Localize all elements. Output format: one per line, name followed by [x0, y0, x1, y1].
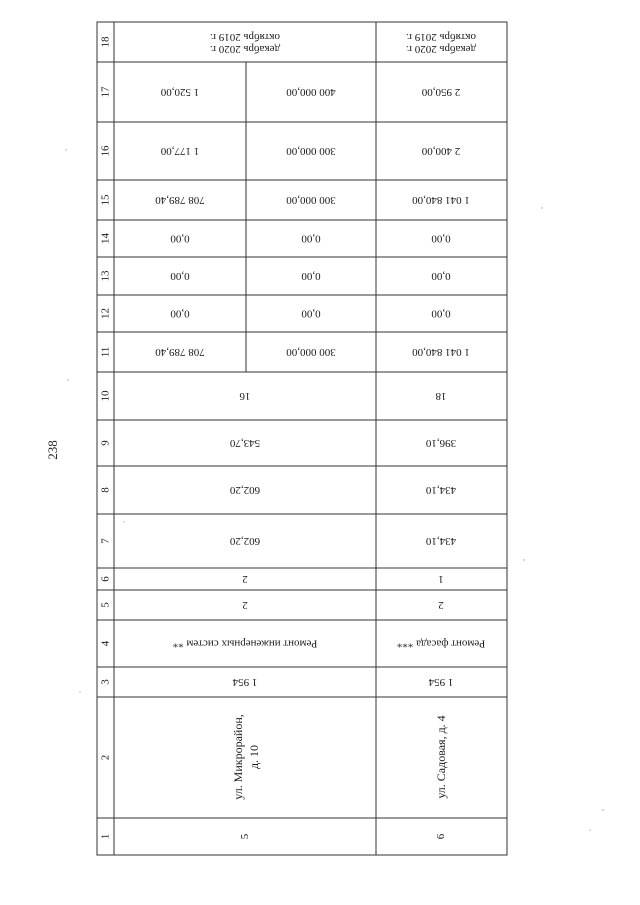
cell-c13: 0,00	[301, 270, 321, 282]
col-num-11: 11	[99, 346, 112, 358]
scan-specks	[65, 149, 603, 830]
period-end: декабрь 2020 г.	[405, 43, 477, 55]
col-num-18: 18	[99, 36, 112, 48]
cell-c6: 1	[438, 573, 444, 585]
cell-address-line1: ул. Микрорайон,	[231, 714, 245, 800]
cell-c17: 400 000,00	[286, 86, 336, 98]
col-num-13: 13	[99, 270, 112, 282]
col-num-8: 8	[99, 487, 112, 493]
col-num-16: 16	[99, 145, 112, 157]
cell-work-type: Ремонт инженерных систем **	[172, 637, 318, 650]
cell-c16: 300 000,00	[286, 145, 336, 157]
cell-year: 1 954	[428, 676, 454, 688]
col-num-4: 4	[99, 640, 112, 647]
cell-c8: 434,10	[425, 484, 457, 496]
cell-c16: 1 177,00	[160, 145, 200, 157]
cell-c5: 2	[242, 599, 248, 611]
col-num-1: 1	[99, 833, 112, 840]
period-start: октябрь 2019 г.	[209, 31, 281, 43]
col-num-12: 12	[99, 308, 112, 319]
row-5-subrow-b	[286, 86, 336, 358]
cell-c10: 18	[435, 390, 447, 402]
cell-c13: 0,00	[170, 270, 190, 282]
page-number: 238	[45, 440, 60, 460]
col-num-10: 10	[99, 390, 112, 402]
col-num-6: 6	[99, 576, 112, 582]
column-number-headers	[100, 36, 112, 839]
cell-c15: 708 789,40	[155, 194, 205, 206]
cell-address-line2: д. 10	[247, 744, 261, 770]
cell-c6: 2	[242, 573, 248, 585]
cell-c17: 2 950,00	[421, 86, 461, 98]
row-5-subrow-a	[155, 86, 205, 358]
col-num-17: 17	[99, 86, 112, 98]
cell-c14: 0,00	[170, 232, 190, 245]
period-end: декабрь 2020 г.	[209, 43, 281, 55]
cell-c12: 0,00	[431, 307, 451, 320]
cell-c10: 16	[239, 390, 251, 402]
cell-c15: 300 000,00	[286, 194, 336, 206]
cell-c9: 396,10	[425, 437, 457, 449]
cell-c16: 2 400,00	[421, 145, 461, 157]
table-row-5	[155, 31, 336, 839]
cell-c17: 1 520,00	[160, 86, 200, 98]
cell-c13: 0,00	[431, 270, 451, 282]
cell-row-number: 5	[239, 833, 251, 840]
cell-c9: 543,70	[229, 437, 261, 449]
cell-c7: 434,10	[425, 535, 457, 547]
col-num-7: 7	[99, 538, 112, 544]
cell-c14: 0,00	[301, 232, 321, 245]
col-num-9: 9	[99, 440, 112, 446]
cell-c12: 0,00	[170, 307, 190, 320]
cell-c7: 602,20	[229, 535, 261, 547]
col-num-15: 15	[99, 194, 112, 206]
cell-row-number: 6	[435, 833, 447, 840]
cell-work-type: Ремонт фасада ***	[396, 637, 486, 650]
cell-c11: 300 000,00	[286, 346, 336, 358]
col-num-3: 3	[99, 679, 112, 685]
cell-c11: 1 041 840,00	[412, 346, 470, 358]
cell-c8: 602,20	[229, 484, 261, 496]
cell-c14: 0,00	[431, 232, 451, 245]
table-row-6	[397, 31, 485, 839]
period-start: октябрь 2019 г.	[405, 31, 477, 43]
cell-c11: 708 789,40	[155, 346, 205, 358]
col-num-5: 5	[99, 602, 112, 608]
col-num-14: 14	[99, 233, 112, 244]
cell-year: 1 954	[232, 676, 258, 688]
cell-c15: 1 041 840,00	[412, 194, 470, 206]
cell-address-line1: ул. Садовая, д. 4	[434, 715, 448, 799]
cell-c5: 2	[438, 599, 444, 611]
col-num-2: 2	[99, 754, 112, 761]
cell-c12: 0,00	[301, 307, 321, 320]
